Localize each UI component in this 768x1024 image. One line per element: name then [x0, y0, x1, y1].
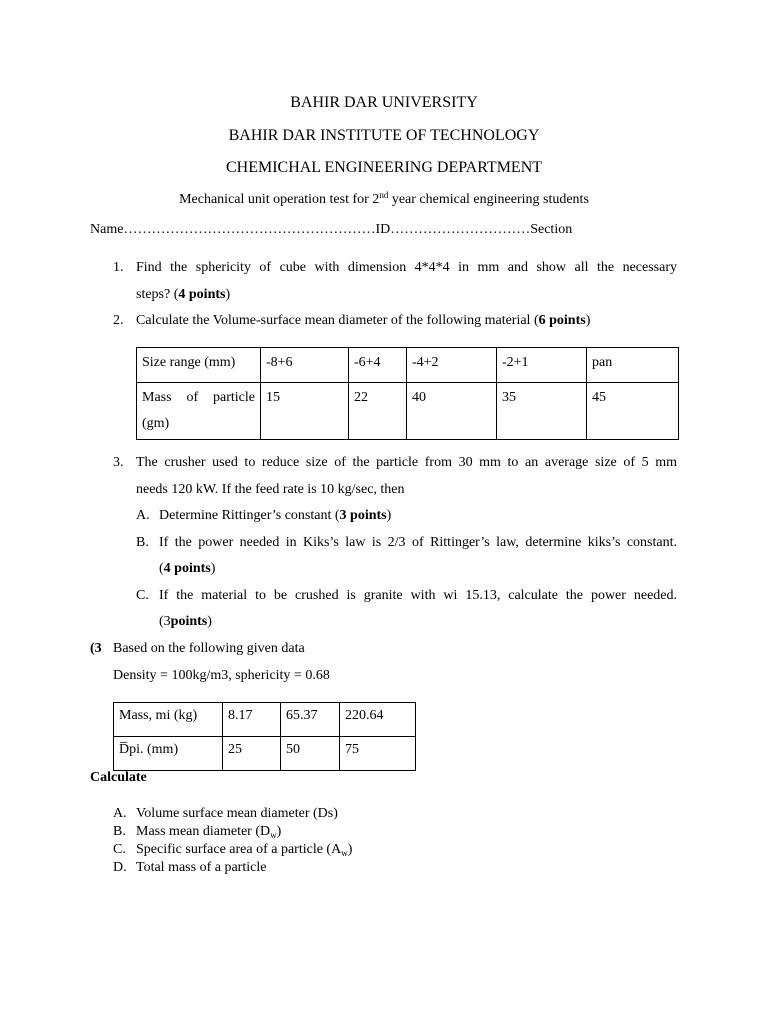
table-cell: Mass, mi (kg)	[114, 703, 223, 737]
question-3-line-1: The crusher used to reduce size of the particle from 30 mm to an average size of 5 mm	[136, 455, 677, 470]
question-2-text	[136, 313, 590, 329]
table-row	[137, 348, 679, 383]
question-2-points: 6 points	[538, 313, 586, 328]
table-row	[137, 383, 679, 440]
table-cell: 75	[340, 737, 416, 771]
question-3c-label: C.	[136, 588, 149, 603]
table-cell: 45	[587, 383, 679, 440]
department-title: CHEMICHAL ENGINEERING DEPARTMENT	[225, 159, 543, 176]
question-3c-line-1: If the material to be crushed is granite with wi 15.13, calculate the power needed.	[159, 588, 677, 603]
table-cell: 220.64	[340, 703, 416, 737]
calc-item-a-label: A.	[113, 806, 127, 821]
institute-title: BAHIR DAR INSTITUTE OF TECHNOLOGY	[228, 127, 540, 144]
calc-item-c-label: C.	[113, 842, 126, 857]
subtitle-superscript: nd	[379, 190, 389, 200]
table-cell: D̅pi. (mm)	[114, 737, 223, 771]
table-cell: 25	[223, 737, 281, 771]
question-3-line-2: needs 120 kW. If the feed rate is 10 kg/sec, then	[136, 482, 405, 497]
student-info-line	[90, 222, 572, 238]
calc-item-b-label: B.	[113, 824, 126, 839]
subtitle-text-end: year chemical engineering students	[388, 192, 589, 207]
question-3b-label: B.	[136, 535, 149, 550]
table-cell: 15	[261, 383, 349, 440]
question-1-line-2	[136, 287, 230, 303]
calc-item-c-subscript: w	[341, 848, 348, 858]
name-blank: ………………………………………………	[123, 222, 376, 237]
question-2-number: 2.	[113, 313, 124, 328]
section-label: Section	[530, 222, 573, 237]
size-distribution-table	[136, 347, 679, 440]
name-label: Name	[90, 222, 124, 237]
question-3c-close: )	[207, 614, 212, 629]
calc-item-d-label: D.	[113, 860, 127, 875]
question-3-number: 3.	[113, 455, 124, 470]
table-cell: Size range (mm)	[137, 348, 261, 383]
table-cell: 50	[281, 737, 340, 771]
question-3a-label: A.	[136, 508, 150, 523]
question-1-points: 4 points	[178, 287, 226, 302]
exam-subtitle	[0, 192, 768, 208]
subtitle-text: Mechanical unit operation test for 2	[179, 192, 380, 207]
question-3c-points: points	[170, 614, 208, 629]
calculate-heading: Calculate	[90, 770, 147, 785]
table-cell: 22	[349, 383, 407, 440]
question-3a-close: )	[386, 508, 392, 523]
question-3b-points: 4 points	[163, 561, 211, 576]
question-3c-line-2	[159, 614, 212, 630]
question-3a-text	[159, 508, 391, 524]
university-title: BAHIR DAR UNIVERSITY	[290, 94, 478, 111]
calc-item-c-body: Specific surface area of a particle (A	[136, 842, 342, 857]
calc-item-b-body: Mass mean diameter (D	[136, 824, 271, 839]
calc-item-b-text	[136, 824, 281, 840]
calc-item-d-text: Total mass of a particle	[136, 860, 267, 875]
question-1-number: 1.	[113, 260, 124, 275]
table-cell: -2+1	[497, 348, 587, 383]
question-3b-line-1: If the power needed in Kiks’s law is 2/3 of Rittinger’s law, determine kiks’s constant.	[159, 535, 677, 550]
question-3a-points: 3 points	[339, 508, 387, 523]
question-3b-close: )	[210, 561, 216, 576]
id-label: ID	[375, 222, 391, 237]
question-2-body: Calculate the Volume-surface mean diameter of the following material (	[136, 313, 539, 328]
id-blank: …………………………	[390, 222, 531, 237]
table-row	[114, 737, 416, 771]
table-cell: 8.17	[223, 703, 281, 737]
question-4-text: Based on the following given data	[113, 641, 305, 656]
question-1-text: steps? (	[136, 287, 179, 302]
calc-item-a-text: Volume surface mean diameter (Ds)	[136, 806, 338, 821]
question-1-line-1: Find the sphericity of cube with dimension 4*4*4 in mm and show all the necessary	[136, 260, 677, 275]
table-row	[114, 703, 416, 737]
table-cell: -8+6	[261, 348, 349, 383]
mass-diameter-table	[113, 702, 416, 771]
calc-item-c-close: )	[347, 842, 353, 857]
question-3a-body: Determine Rittinger’s constant (	[159, 508, 340, 523]
question-3b-line-2	[159, 561, 215, 577]
table-cell: 40	[407, 383, 497, 440]
table-cell: -4+2	[407, 348, 497, 383]
question-3b-open: (	[159, 561, 164, 576]
calc-item-b-close: )	[276, 824, 282, 839]
table-cell: Mass of particle (gm)	[137, 383, 261, 440]
table-cell: 65.37	[281, 703, 340, 737]
question-4-given: Density = 100kg/m3, sphericity = 0.68	[113, 668, 330, 683]
question-1-close: )	[225, 287, 231, 302]
question-4-label: (3	[90, 641, 102, 656]
calc-item-c-text	[136, 842, 352, 858]
question-3c-open: (3	[159, 614, 171, 629]
table-cell: -6+4	[349, 348, 407, 383]
table-cell: pan	[587, 348, 679, 383]
question-2-close: )	[585, 313, 591, 328]
table-cell: 35	[497, 383, 587, 440]
calc-item-b-subscript: w	[270, 830, 277, 840]
